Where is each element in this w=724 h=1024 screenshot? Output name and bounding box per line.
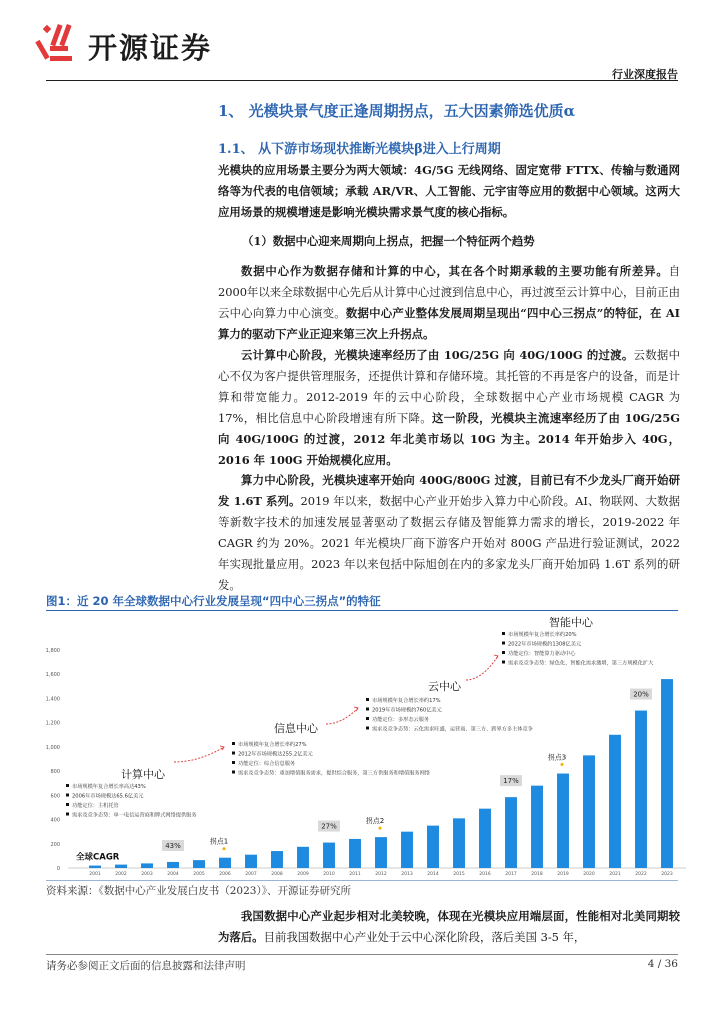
sub-heading: （1）数据中心迎来周期向上拐点，把握一个特征两个趋势	[242, 234, 535, 248]
stage-arrow	[174, 747, 224, 762]
report-type: 行业深度报告	[612, 68, 678, 81]
p2-bold2: 数据中心产业整体发展周期呈现出“四中心三拐点”的特征，在 AI 算力的驱动下产业正迎来第三次上升拐点。	[218, 306, 680, 341]
stage-bullet: 市场规模年复合增长率约17%	[372, 698, 441, 704]
y-tick-label: 800	[50, 769, 60, 776]
y-tick-label: 1,600	[46, 672, 60, 679]
paragraph-5	[218, 906, 680, 948]
bar	[375, 837, 387, 868]
stage-bullet: 功能定位：主机托管	[72, 803, 119, 809]
inflection-label: 拐点1	[209, 837, 229, 846]
stage-name: 云中心	[428, 680, 461, 693]
bar	[401, 832, 413, 868]
market-size-chart	[46, 612, 688, 878]
stage-bullet: 市场规模年复合增长率约20%	[508, 632, 577, 638]
p3-normal: 云数据中心不仅为客户提供管理服务，还提供计算和存储环境。其托管的不再是客户的设备，而是计算和带宽能力。2012-2019 年的云中心阶段，全球数据中心产业市场规模 CAGR 为 17%，相比信息中心阶段增速有所下降。	[218, 348, 680, 425]
x-tick-label: 2015	[453, 872, 465, 877]
stage-bullet-marker	[366, 717, 369, 720]
bar	[531, 786, 543, 868]
paragraph-3	[218, 345, 680, 471]
cagr-badge: 20%	[633, 690, 649, 699]
stage-bullet-marker	[66, 794, 69, 797]
stage-name: 信息中心	[274, 722, 318, 735]
stage-bullet: 2019年市场规模约760亿美元	[372, 707, 442, 714]
inflection-label: 拐点3	[547, 753, 567, 762]
bar	[271, 851, 283, 868]
stage-bullet: 需求及竞争态势：重加增值服务需求，提供综合服务，第三方供服务和增值服务网络	[238, 770, 430, 777]
y-tick-label: 1,400	[46, 696, 60, 703]
y-tick-label: 400	[50, 817, 60, 824]
stage-name: 智能中心	[549, 616, 593, 629]
x-tick-label: 2003	[141, 872, 153, 877]
y-tick-label: 600	[50, 793, 60, 800]
cagr-label: 全球CAGR	[76, 852, 120, 863]
stage-bullet-marker	[66, 803, 69, 806]
stage-bullet-marker	[232, 771, 235, 774]
bar	[115, 865, 127, 868]
footer-disclaimer: 请务必参阅正文后面的信息披露和法律声明	[46, 960, 246, 972]
stage-bullet-marker	[502, 661, 505, 664]
stage-bullet-marker	[366, 727, 369, 730]
x-tick-label: 2001	[89, 872, 101, 877]
figure-title: 图1：近 20 年全球数据中心行业发展呈现“四中心三拐点”的特征	[46, 594, 381, 608]
bar	[453, 818, 465, 868]
footer-divider	[46, 954, 678, 955]
y-tick-label: 0	[56, 866, 60, 872]
x-tick-label: 2021	[609, 872, 621, 877]
stage-arrow	[466, 656, 498, 680]
stage-bullet-marker	[366, 708, 369, 711]
stage-bullet-marker	[502, 651, 505, 654]
bar	[635, 711, 647, 868]
stage-bullet: 需求及竞争态势：云化需求旺盛，运营商、第三方、跨界方多主体竞争	[372, 726, 533, 733]
x-tick-label: 2017	[505, 872, 517, 877]
x-tick-label: 2004	[167, 872, 179, 877]
bar	[323, 843, 335, 868]
bar	[193, 860, 205, 868]
header-divider	[46, 80, 678, 81]
stage-bullet: 2012年市场规模达255.2亿美元	[238, 751, 313, 758]
brand-name: 开源证券	[88, 31, 213, 65]
stage-bullet-marker	[502, 632, 505, 635]
bar	[89, 866, 101, 868]
y-tick-label: 1,800	[46, 648, 60, 654]
inflection-label: 拐点2	[365, 817, 385, 826]
cagr-badge: 17%	[503, 777, 519, 786]
bar	[609, 735, 621, 868]
x-tick-label: 2020	[583, 872, 595, 877]
x-tick-label: 2002	[115, 872, 127, 877]
x-tick-label: 2009	[297, 872, 309, 877]
figure-bottom-rule	[46, 880, 678, 881]
y-tick-label: 1,000	[46, 744, 60, 751]
bar	[297, 847, 309, 868]
stage-bullet: 功能定位：多形态云服务	[372, 717, 430, 723]
x-tick-label: 2023	[661, 872, 673, 877]
stage-arrow	[326, 708, 358, 724]
stage-bullet-marker	[66, 813, 69, 816]
stage-bullet-marker	[232, 752, 235, 755]
paragraph-1	[218, 160, 680, 223]
p3-bold: 云计算中心阶段，光模块速率经历了由 10G/25G 向 40G/100G 的过渡。	[241, 348, 634, 362]
p5-bold: 我国数据中心产业起步相对北美较晚，体现在光模块应用端层面，性能相对北美同期较为落后。	[218, 909, 680, 944]
bar	[427, 826, 439, 868]
inflection-dot	[223, 847, 226, 850]
stage-bullet-marker	[66, 784, 69, 787]
x-tick-label: 2010	[323, 872, 335, 877]
paragraph-1-text: 光模块的应用场景主要分为两大领域：4G/5G 无线网络、固定宽带 FTTX、传输与数通网络等为代表的电信领域；承载 AR/VR、人工智能、元宇宙等应用的数据中心领域。这两大应用场景的规模增速是影响光模块需求景气度的核心指标。	[218, 163, 680, 219]
inflection-dot	[561, 763, 564, 766]
stage-bullet: 2006年市场规模达65.6亿美元	[72, 793, 144, 800]
y-tick-label: 200	[50, 841, 60, 848]
brand-logo-icon	[30, 20, 86, 66]
stage-arrow-head	[494, 655, 498, 659]
stage-bullet: 市场规模年复合增长率高达43%	[72, 784, 146, 790]
stage-bullet: 需求及竞争态势：单一电信运营商和牌式网络提供服务	[72, 812, 197, 819]
stage-bullet: 2022年市场规模约1308亿美元	[508, 641, 582, 648]
p5-normal: 目前我国数据中心产业处于云中心深化阶段，落后美国 3-5 年，	[263, 930, 586, 944]
x-tick-label: 2014	[427, 872, 439, 877]
stage-bullet: 功能定位：综合信息服务	[238, 761, 296, 767]
bar	[557, 774, 569, 868]
x-tick-label: 2005	[193, 872, 205, 877]
p3-bold2: 这一阶段，光模块主流速率经历了由 10G/25G 向 40G/100G 的过渡，2012 年北美市场以 10G 为主。2014 年开始步入 40G，2016 年 100G 开始规模化应用。	[218, 411, 680, 467]
y-tick-label: 1,200	[46, 720, 60, 727]
p4-normal: 2019 年以来，数据中心产业开始步入算力中心阶段。AI、物联网、大数据等新数字技术的加速发展显著驱动了数据云存储及智能算力需求的增长，2019-2022 年 CAGR 约为 20%。2021 年光模块厂商下游客户开始对 800G 产品进行验证测试，2022 年实现批量应用。2023 年以来包括中际旭创在内的多家龙头厂商开始加码 1.6T 系列的研发。	[218, 494, 680, 592]
stage-bullet-marker	[502, 642, 505, 645]
x-tick-label: 2019	[557, 872, 569, 877]
paragraph-4	[218, 470, 680, 596]
p4-bold: 算力中心阶段，光模块速率开始向 400G/800G 过渡，目前已有不少龙头厂商开始研发 1.6T 系列。	[218, 473, 680, 508]
x-tick-label: 2013	[401, 872, 413, 877]
inflection-dot	[379, 827, 382, 830]
paragraph-2	[218, 261, 680, 345]
cagr-badge: 43%	[165, 841, 181, 850]
stage-bullet: 市场规模年复合增长率约27%	[238, 742, 307, 748]
bar	[349, 839, 361, 868]
x-tick-label: 2007	[245, 872, 257, 877]
bar	[479, 809, 491, 868]
figure-source: 资料来源：《数据中心产业发展白皮书（2023）》、开源证券研究所	[46, 885, 351, 897]
bar	[167, 862, 179, 868]
figure-top-rule	[46, 610, 678, 611]
x-tick-label: 2018	[531, 872, 543, 877]
stage-bullet: 需求及竞争态势：绿色化、智能化需求激增，第三方规模化扩大	[508, 660, 654, 667]
stage-bullet: 功能定位：智能算力驱动中心	[508, 651, 576, 657]
x-tick-label: 2016	[479, 872, 491, 877]
stage-bullet-marker	[232, 761, 235, 764]
p2-normal: 自2000年以来全球数据中心先后从计算中心过渡到信息中心，再过渡至云计算中心，目前正由云中心向算力中心演变。	[218, 264, 680, 320]
stage-name: 计算中心	[121, 768, 165, 781]
section-heading: 1、 光模块景气度正逢周期拐点，五大因素筛选优质α	[218, 102, 576, 120]
page-number: 4 / 36	[647, 958, 678, 970]
subsection-heading: 1.1、 从下游市场现状推断光模块β进入上行周期	[218, 142, 501, 157]
stage-arrow-head	[354, 707, 358, 711]
bar	[505, 797, 517, 868]
x-tick-label: 2008	[271, 872, 283, 877]
bar	[661, 679, 673, 868]
x-tick-label: 2012	[375, 872, 387, 877]
x-tick-label: 2006	[219, 872, 231, 877]
bar	[583, 755, 595, 868]
cagr-badge: 27%	[321, 822, 337, 831]
stage-bullet-marker	[232, 742, 235, 745]
bar	[245, 855, 257, 868]
x-tick-label: 2011	[349, 872, 361, 877]
stage-bullet-marker	[366, 698, 369, 701]
bar	[141, 863, 153, 868]
bar	[219, 858, 231, 868]
p2-bold: 数据中心作为数据存储和计算的中心，其在各个时期承载的主要功能有所差异。	[241, 264, 669, 278]
x-tick-label: 2022	[635, 872, 647, 877]
